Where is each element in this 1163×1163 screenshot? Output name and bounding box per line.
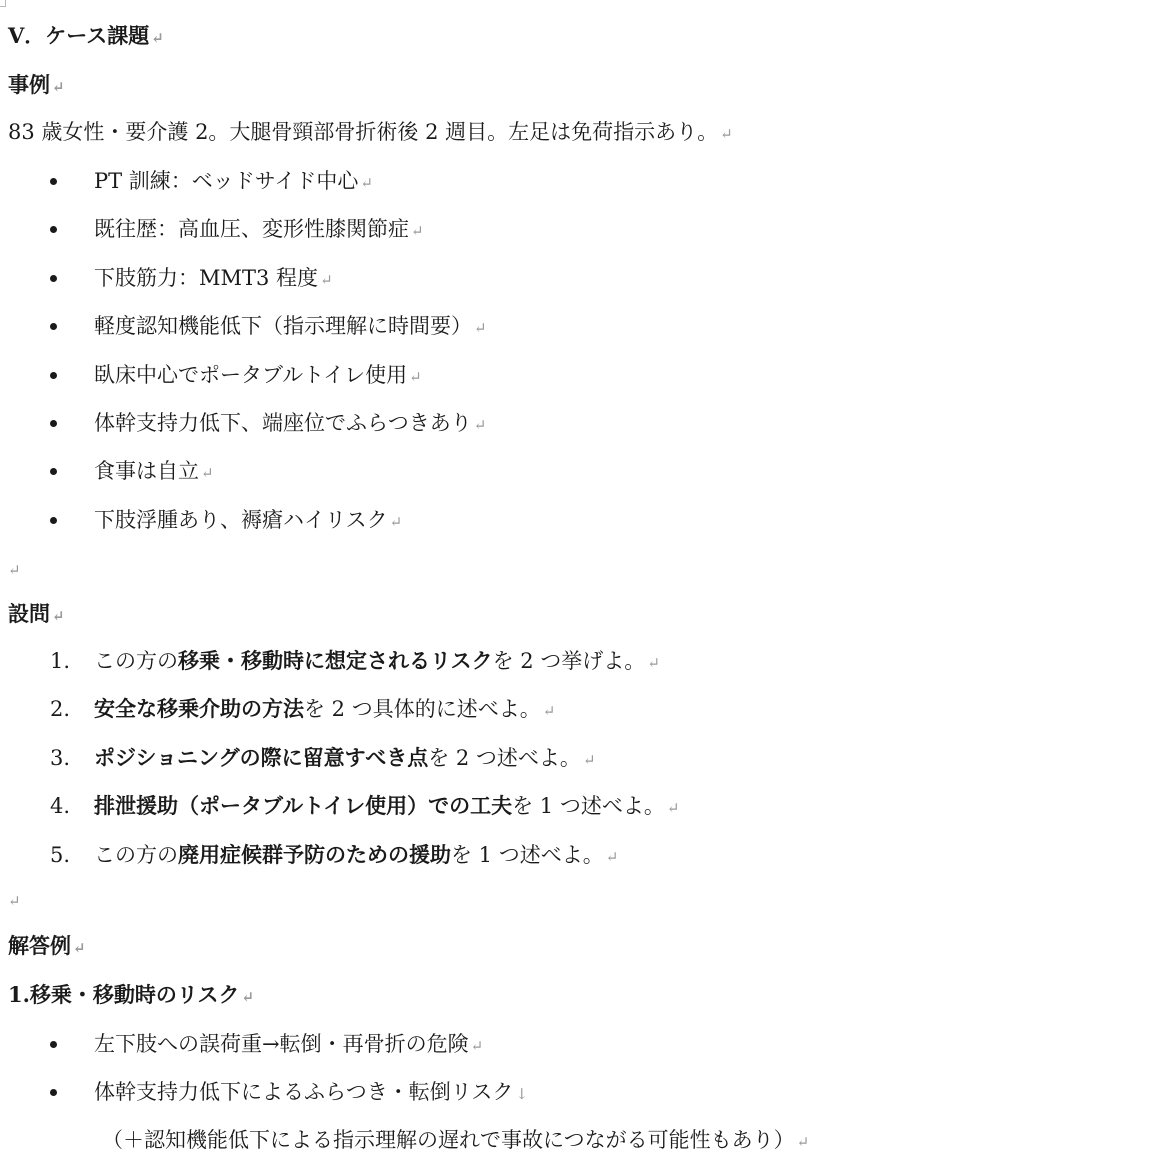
paragraph-mark: ↵ bbox=[52, 78, 65, 96]
answer-heading-text: 解答例 bbox=[8, 933, 71, 958]
paragraph-mark: ↵ bbox=[8, 561, 21, 579]
list-item-continuation bbox=[102, 1126, 809, 1154]
paragraph-mark: ↵ bbox=[389, 513, 403, 531]
question-emphasis: 廃用症候群予防のための援助 bbox=[178, 842, 451, 867]
empty-paragraph bbox=[8, 554, 21, 582]
bullet-icon bbox=[50, 468, 57, 475]
bullet-icon bbox=[50, 1089, 57, 1096]
list-item-text: 既往歴：高血圧、変形性膝関節症 bbox=[94, 217, 409, 241]
answer-sub-heading bbox=[8, 981, 254, 1009]
question-emphasis: 移乗・移動時に想定されるリスク bbox=[178, 648, 493, 673]
list-item-text: PT 訓練：ベッドサイド中心 bbox=[94, 169, 359, 193]
case-intro bbox=[8, 118, 733, 146]
paragraph-mark: ↵ bbox=[647, 654, 660, 672]
paragraph-mark: ↵ bbox=[473, 416, 487, 434]
paragraph-mark: ↵ bbox=[542, 702, 556, 720]
paragraph-mark: ↵ bbox=[320, 271, 333, 289]
paragraph-mark: ↵ bbox=[411, 222, 424, 240]
question-emphasis: 安全な移乗介助の方法 bbox=[94, 696, 304, 721]
question-number: 1. bbox=[50, 649, 71, 673]
list-item-text: 下肢浮腫あり、褥瘡ハイリスク bbox=[94, 508, 388, 532]
paragraph-mark: ↵ bbox=[201, 464, 214, 482]
question-text: この方の bbox=[94, 649, 178, 673]
paragraph-mark: ↵ bbox=[474, 319, 487, 337]
question-number: 4. bbox=[50, 794, 71, 818]
paragraph-mark: ↵ bbox=[151, 29, 164, 47]
paragraph-mark: ↵ bbox=[409, 368, 422, 386]
question-emphasis: ポジショニングの際に留意すべき点 bbox=[94, 745, 429, 770]
question-text: を 2 つ具体的に述べよ。 bbox=[304, 697, 541, 721]
bullet-icon bbox=[50, 517, 57, 524]
list-item-text: 軽度認知機能低下（指示理解に時間要） bbox=[94, 314, 472, 338]
answer-heading bbox=[8, 932, 86, 960]
empty-paragraph bbox=[8, 885, 21, 913]
paragraph-mark: ↵ bbox=[666, 799, 680, 817]
question-text: を 1 つ述べよ。 bbox=[451, 843, 604, 867]
question-heading bbox=[8, 600, 65, 628]
case-intro-text: 83 歳女性・要介護 2。大腿骨頸部骨折術後 2 週目。左足は免荷指示あり。 bbox=[8, 120, 719, 144]
list-item-text: 体幹支持力低下、端座位でふらつきあり bbox=[94, 411, 472, 435]
case-heading-text: 事例 bbox=[8, 72, 50, 97]
bullet-icon bbox=[50, 178, 57, 185]
bullet-icon bbox=[50, 226, 57, 233]
continuation-text: （＋認知機能低下による指示理解の遅れで事故につながる可能性もあり） bbox=[102, 1128, 795, 1152]
paragraph-mark: ↵ bbox=[52, 607, 65, 625]
question-number: 3. bbox=[50, 746, 71, 770]
paragraph-mark: ↵ bbox=[720, 125, 733, 143]
paragraph-mark: ↵ bbox=[241, 988, 255, 1006]
case-heading bbox=[8, 71, 65, 99]
paragraph-mark: ↵ bbox=[8, 892, 21, 910]
paragraph-mark: ↵ bbox=[73, 939, 86, 957]
paragraph-mark: ↵ bbox=[360, 174, 373, 192]
list-item-text: 臥床中心でポータブルトイレ使用 bbox=[94, 363, 408, 387]
answer-sub-heading-text: 1.移乗・移動時のリスク bbox=[8, 982, 240, 1007]
list-item-text: 食事は自立 bbox=[94, 459, 199, 483]
list-item-text: 左下肢への誤荷重→転倒・再骨折の危険 bbox=[94, 1032, 469, 1056]
question-emphasis: 排泄援助（ポータブルトイレ使用）での工夫 bbox=[94, 793, 513, 818]
paragraph-mark: ↵ bbox=[470, 1037, 484, 1055]
bullet-icon bbox=[50, 323, 57, 330]
bullet-icon bbox=[50, 420, 57, 427]
question-text: この方の bbox=[94, 843, 178, 867]
question-number: 2. bbox=[50, 697, 71, 721]
paragraph-mark: ↵ bbox=[605, 848, 619, 866]
bullet-icon bbox=[50, 372, 57, 379]
bullet-icon bbox=[50, 1041, 57, 1048]
line-break-mark: ↓ bbox=[515, 1085, 528, 1103]
list-item-text: 体幹支持力低下によるふらつき・転倒リスク bbox=[94, 1080, 514, 1104]
question-number: 5. bbox=[50, 843, 71, 867]
question-text: を 2 つ述べよ。 bbox=[428, 746, 581, 770]
page-corner-mark bbox=[0, 0, 6, 7]
question-heading-text: 設問 bbox=[8, 601, 50, 626]
bullet-icon bbox=[50, 275, 57, 282]
paragraph-mark: ↵ bbox=[796, 1133, 810, 1151]
section-title bbox=[8, 22, 164, 50]
paragraph-mark: ↵ bbox=[582, 751, 596, 769]
section-title-text: Ⅴ．ケース課題 bbox=[8, 23, 150, 48]
question-text: を 1 つ述べよ。 bbox=[512, 794, 665, 818]
list-item-text: 下肢筋力：MMT3 程度 bbox=[94, 266, 319, 290]
question-text: を 2 つ挙げよ。 bbox=[492, 649, 646, 673]
